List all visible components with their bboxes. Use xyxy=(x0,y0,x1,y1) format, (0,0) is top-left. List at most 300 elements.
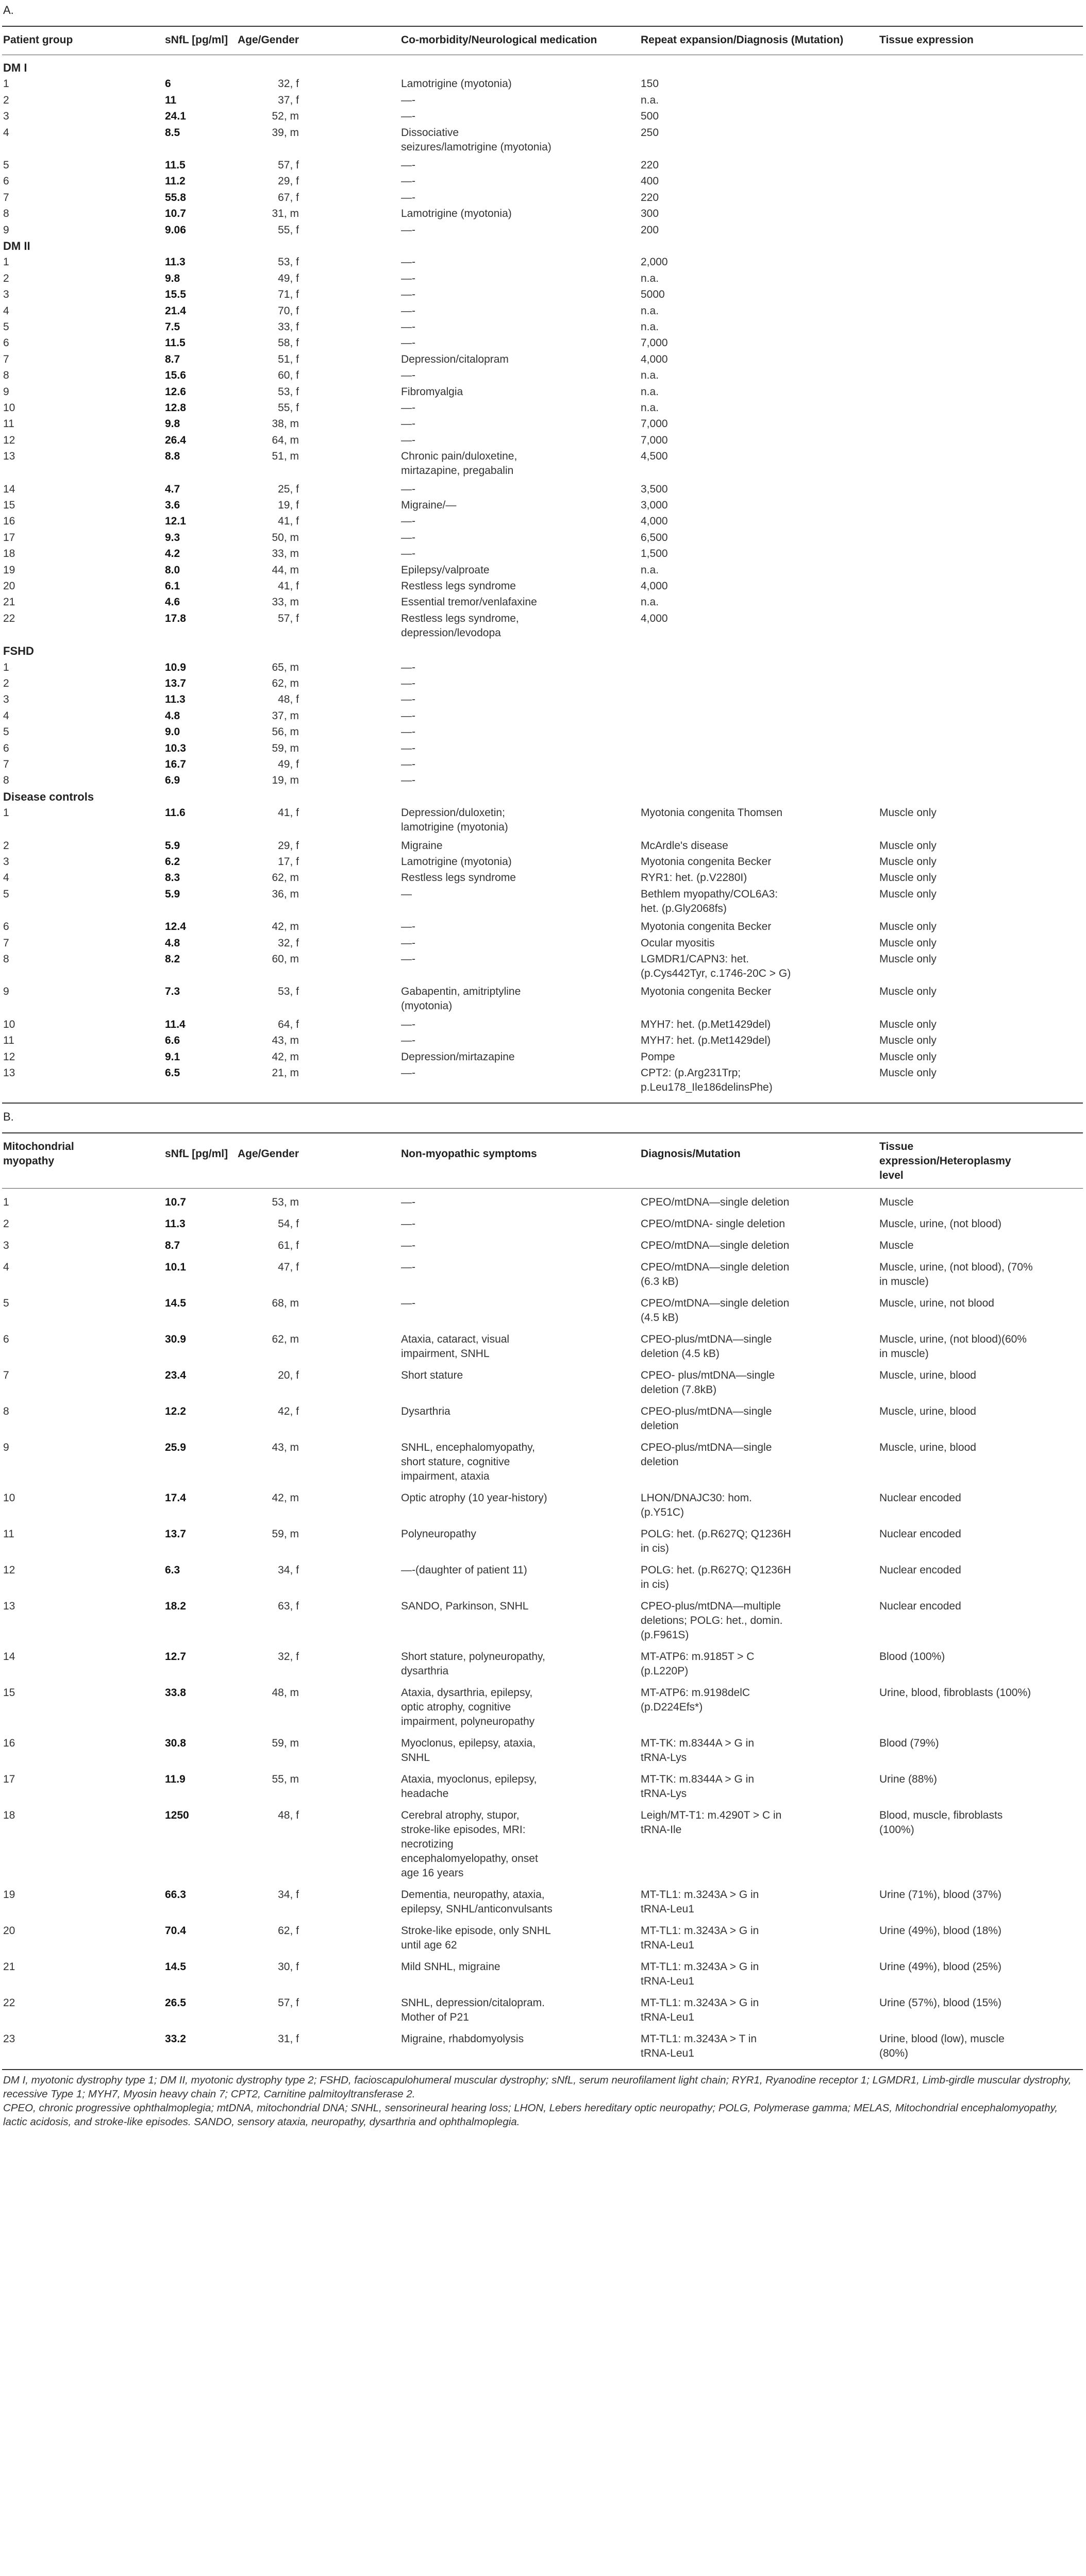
snfl-value: 10.3 xyxy=(165,742,186,754)
age-gender: 54, f xyxy=(278,1218,299,1230)
snfl-value: 17.8 xyxy=(165,612,186,624)
age-gender: 29, f xyxy=(278,175,299,188)
repeat-diagnosis: 1,500 xyxy=(641,548,668,560)
snfl-value: 26.4 xyxy=(165,434,186,446)
tissue-expression: Muscle only xyxy=(879,856,937,868)
repeat-diagnosis: MYH7: het. (p.Met1429del) xyxy=(641,1018,771,1030)
diagnosis-mutation: LHON/DNAJC30: hom. (p.Y51C) xyxy=(641,1492,752,1519)
comorbidity: —- xyxy=(401,369,415,382)
snfl-value: 6.5 xyxy=(165,1067,180,1079)
age-gender: 53, f xyxy=(278,256,299,268)
age-gender: 60, m xyxy=(272,953,299,965)
patient-id: 5 xyxy=(3,726,9,738)
comorbidity: —- xyxy=(401,289,415,301)
tissue-heteroplasmy: Muscle, urine, blood xyxy=(879,1369,976,1382)
repeat-diagnosis: n.a. xyxy=(641,402,659,414)
patient-id: 6 xyxy=(3,1333,9,1346)
repeat-diagnosis: LGMDR1/CAPN3: het. (p.Cys442Tyr, c.1746-20C > G) xyxy=(641,953,791,979)
non-myopathic-symptoms: Short stature, polyneuropathy, dysarthria xyxy=(401,1651,545,1677)
diagnosis-mutation: POLG: het. (p.R627Q; Q1236H in cis) xyxy=(641,1564,791,1591)
comorbidity: —- xyxy=(401,94,415,106)
snfl-value: 11.3 xyxy=(165,1218,186,1230)
age-gender: 25, f xyxy=(278,483,299,495)
snfl-value: 10.7 xyxy=(165,208,186,220)
tissue-heteroplasmy: Nuclear encoded xyxy=(879,1528,961,1540)
age-gender: 31, f xyxy=(278,2033,299,2045)
tissue-expression: Muscle only xyxy=(879,986,937,998)
comorbidity: —- xyxy=(401,434,415,446)
group-title: FSHD xyxy=(3,645,34,658)
patient-id: 14 xyxy=(3,1651,15,1663)
comorbidity: Migraine xyxy=(401,839,443,852)
age-gender: 71, f xyxy=(278,289,299,301)
snfl-value: 26.5 xyxy=(165,1997,186,2009)
diagnosis-mutation: CPEO/mtDNA—single deletion xyxy=(641,1240,790,1252)
repeat-diagnosis: Bethlem myopathy/COL6A3: het. (p.Gly2068fs) xyxy=(641,888,778,914)
patient-id: 7 xyxy=(3,1369,9,1382)
non-myopathic-symptoms: SANDO, Parkinson, SNHL xyxy=(401,1600,529,1613)
repeat-diagnosis: 400 xyxy=(641,175,659,188)
non-myopathic-symptoms: —-(daughter of patient 11) xyxy=(401,1564,527,1577)
comorbidity: Chronic pain/duloxetine, mirtazapine, pregabalin xyxy=(401,450,517,477)
non-myopathic-symptoms: Ataxia, dysarthria, epilepsy, optic atrophy, cognitive impairment, polyneuropathy xyxy=(401,1687,535,1728)
patient-id: 8 xyxy=(3,369,9,382)
snfl-value: 18.2 xyxy=(165,1600,186,1613)
snfl-value: 6.6 xyxy=(165,1035,180,1047)
repeat-diagnosis: 3,000 xyxy=(641,499,668,511)
snfl-value: 4.6 xyxy=(165,596,180,608)
repeat-diagnosis: n.a. xyxy=(641,304,659,317)
snfl-value: 12.8 xyxy=(165,402,186,414)
age-gender: 63, f xyxy=(278,1600,299,1613)
section-b-bottom-rule xyxy=(2,2069,1083,2070)
header-repeat-diagnosis: Repeat expansion/Diagnosis (Mutation) xyxy=(641,34,844,46)
repeat-diagnosis: 7,000 xyxy=(641,418,668,430)
age-gender: 52, m xyxy=(272,110,299,123)
snfl-value: 9.0 xyxy=(165,726,180,738)
repeat-diagnosis: Myotonia congenita Becker xyxy=(641,856,772,868)
repeat-diagnosis: 150 xyxy=(641,78,659,90)
tissue-heteroplasmy: Urine, blood (low), muscle (80%) xyxy=(879,2033,1005,2060)
non-myopathic-symptoms: Mild SNHL, migraine xyxy=(401,1961,500,1973)
repeat-diagnosis: 220 xyxy=(641,191,659,204)
repeat-diagnosis: n.a. xyxy=(641,321,659,333)
tissue-expression: Muscle only xyxy=(879,872,937,884)
patient-id: 9 xyxy=(3,986,9,998)
non-myopathic-symptoms: Polyneuropathy xyxy=(401,1528,476,1540)
age-gender: 34, f xyxy=(278,1564,299,1577)
patient-id: 17 xyxy=(3,531,15,544)
snfl-value: 4.8 xyxy=(165,937,180,949)
group-title: DM II xyxy=(3,240,30,252)
diagnosis-mutation: CPEO/mtDNA- single deletion xyxy=(641,1218,786,1230)
patient-id: 2 xyxy=(3,839,9,852)
section-b-label: B. xyxy=(3,1110,14,1124)
tissue-heteroplasmy: Urine, blood, fibroblasts (100%) xyxy=(879,1687,1031,1699)
snfl-value: 9.8 xyxy=(165,418,180,430)
snfl-value: 14.5 xyxy=(165,1297,186,1310)
comorbidity: —- xyxy=(401,224,415,236)
snfl-value: 11.2 xyxy=(165,175,186,188)
age-gender: 34, f xyxy=(278,1889,299,1901)
tissue-expression: Muscle only xyxy=(879,1018,937,1030)
snfl-value: 23.4 xyxy=(165,1369,186,1382)
diagnosis-mutation: CPEO-plus/mtDNA—single deletion xyxy=(641,1442,772,1468)
snfl-value: 66.3 xyxy=(165,1889,186,1901)
snfl-value: 8.8 xyxy=(165,450,180,463)
repeat-diagnosis: n.a. xyxy=(641,369,659,382)
snfl-value: 7.5 xyxy=(165,321,180,333)
snfl-value: 17.4 xyxy=(165,1492,186,1504)
age-gender: 51, m xyxy=(272,450,299,463)
snfl-value: 12.6 xyxy=(165,385,186,398)
tissue-expression: Muscle only xyxy=(879,937,937,949)
snfl-value: 30.9 xyxy=(165,1333,186,1346)
comorbidity: Essential tremor/venlafaxine xyxy=(401,596,537,608)
age-gender: 32, f xyxy=(278,1651,299,1663)
age-gender: 67, f xyxy=(278,191,299,204)
age-gender: 59, m xyxy=(272,1528,299,1540)
age-gender: 33, m xyxy=(272,548,299,560)
age-gender: 33, m xyxy=(272,596,299,608)
patient-id: 18 xyxy=(3,548,15,560)
snfl-value: 8.5 xyxy=(165,126,180,139)
tissue-heteroplasmy: Urine (88%) xyxy=(879,1773,938,1786)
snfl-value: 33.8 xyxy=(165,1687,186,1699)
repeat-diagnosis: 300 xyxy=(641,208,659,220)
patient-id: 19 xyxy=(3,1889,15,1901)
diagnosis-mutation: CPEO- plus/mtDNA—single deletion (7.8kB) xyxy=(641,1369,775,1396)
snfl-value: 6.9 xyxy=(165,774,180,787)
snfl-value: 8.0 xyxy=(165,564,180,576)
repeat-diagnosis: 5000 xyxy=(641,289,665,301)
patient-id: 1 xyxy=(3,661,9,673)
patient-id: 22 xyxy=(3,612,15,624)
age-gender: 50, m xyxy=(272,531,299,544)
tissue-heteroplasmy: Urine (49%), blood (25%) xyxy=(879,1961,1001,1973)
tissue-heteroplasmy: Urine (71%), blood (37%) xyxy=(879,1889,1001,1901)
comorbidity: —- xyxy=(401,693,415,706)
patient-id: 3 xyxy=(3,110,9,123)
comorbidity: Epilepsy/valproate xyxy=(401,564,490,576)
comorbidity: —- xyxy=(401,709,415,722)
patient-id: 2 xyxy=(3,1218,9,1230)
snfl-value: 9.1 xyxy=(165,1050,180,1063)
repeat-diagnosis: Myotonia congenita Becker xyxy=(641,986,772,998)
header-non-myopathic-symptoms: Non-myopathic symptoms xyxy=(401,1148,537,1160)
patient-id: 2 xyxy=(3,272,9,284)
diagnosis-mutation: MT-TL1: m.3243A > G in tRNA-Leu1 xyxy=(641,1961,759,1988)
diagnosis-mutation: MT-TK: m.8344A > G in tRNA-Lys xyxy=(641,1737,754,1764)
repeat-diagnosis: 4,000 xyxy=(641,612,668,624)
age-gender: 62, m xyxy=(272,1333,299,1346)
repeat-diagnosis: 200 xyxy=(641,224,659,236)
age-gender: 20, f xyxy=(278,1369,299,1382)
comorbidity: —- xyxy=(401,548,415,560)
snfl-value: 15.5 xyxy=(165,289,186,301)
comorbidity: Lamotrigine (myotonia) xyxy=(401,208,512,220)
tissue-expression: Muscle only xyxy=(879,1067,937,1079)
repeat-diagnosis: n.a. xyxy=(641,94,659,106)
age-gender: 62, m xyxy=(272,872,299,884)
patient-id: 14 xyxy=(3,483,15,495)
repeat-diagnosis: 250 xyxy=(641,126,659,139)
patient-id: 12 xyxy=(3,434,15,446)
diagnosis-mutation: CPEO/mtDNA—single deletion xyxy=(641,1196,790,1209)
repeat-diagnosis: 3,500 xyxy=(641,483,668,495)
patient-id: 12 xyxy=(3,1050,15,1063)
non-myopathic-symptoms: Optic atrophy (10 year-history) xyxy=(401,1492,547,1504)
snfl-value: 4.8 xyxy=(165,709,180,722)
non-myopathic-symptoms: Migraine, rhabdomyolysis xyxy=(401,2033,524,2045)
snfl-value: 8.7 xyxy=(165,1240,180,1252)
comorbidity: —- xyxy=(401,321,415,333)
tissue-heteroplasmy: Muscle xyxy=(879,1196,914,1209)
repeat-diagnosis: 220 xyxy=(641,159,659,171)
patient-id: 15 xyxy=(3,499,15,511)
tissue-expression: Muscle only xyxy=(879,1035,937,1047)
non-myopathic-symptoms: —- xyxy=(401,1297,415,1310)
comorbidity: Restless legs syndrome xyxy=(401,872,516,884)
age-gender: 65, m xyxy=(272,661,299,673)
patient-id: 16 xyxy=(3,515,15,528)
repeat-diagnosis: 7,000 xyxy=(641,337,668,349)
patient-id: 6 xyxy=(3,337,9,349)
repeat-diagnosis: n.a. xyxy=(641,272,659,284)
non-myopathic-symptoms: Cerebral atrophy, stupor, stroke-like episodes, MRI: necrotizing encephalomyelopathy, onset age 16 years xyxy=(401,1809,538,1879)
comorbidity: Migraine/— xyxy=(401,499,457,511)
age-gender: 48, f xyxy=(278,693,299,706)
header-mito-myopathy: Mitochondrial myopathy xyxy=(3,1141,74,1167)
repeat-diagnosis: 4,000 xyxy=(641,353,668,365)
age-gender: 47, f xyxy=(278,1261,299,1274)
snfl-value: 11.5 xyxy=(165,337,186,349)
age-gender: 64, f xyxy=(278,1018,299,1030)
age-gender: 49, f xyxy=(278,272,299,284)
comorbidity: —- xyxy=(401,256,415,268)
age-gender: 42, m xyxy=(272,1492,299,1504)
repeat-diagnosis: Myotonia congenita Thomsen xyxy=(641,807,783,819)
comorbidity: Depression/duloxetin; lamotrigine (myotonia) xyxy=(401,807,508,834)
patient-id: 7 xyxy=(3,191,9,204)
comorbidity: —- xyxy=(401,661,415,673)
snfl-value: 9.06 xyxy=(165,224,186,236)
comorbidity: —- xyxy=(401,191,415,204)
tissue-heteroplasmy: Urine (49%), blood (18%) xyxy=(879,1925,1001,1937)
age-gender: 42, f xyxy=(278,1405,299,1418)
non-myopathic-symptoms: —- xyxy=(401,1261,415,1274)
age-gender: 62, m xyxy=(272,677,299,689)
tissue-heteroplasmy: Muscle, urine, blood xyxy=(879,1405,976,1418)
age-gender: 42, m xyxy=(272,1050,299,1063)
patient-id: 10 xyxy=(3,1492,15,1504)
group-title: Disease controls xyxy=(3,790,94,803)
comorbidity: —- xyxy=(401,418,415,430)
age-gender: 55, m xyxy=(272,1773,299,1786)
tissue-heteroplasmy: Muscle, urine, (not blood) xyxy=(879,1218,1001,1230)
snfl-value: 30.8 xyxy=(165,1737,186,1750)
repeat-diagnosis: Ocular myositis xyxy=(641,937,715,949)
age-gender: 62, f xyxy=(278,1925,299,1937)
comorbidity: —- xyxy=(401,515,415,528)
non-myopathic-symptoms: Dementia, neuropathy, ataxia, epilepsy, SNHL/anticonvulsants xyxy=(401,1889,553,1916)
patient-id: 1 xyxy=(3,78,9,90)
tissue-heteroplasmy: Blood, muscle, fibroblasts (100%) xyxy=(879,1809,1003,1836)
age-gender: 21, m xyxy=(272,1067,299,1079)
patient-id: 21 xyxy=(3,596,15,608)
patient-id: 20 xyxy=(3,1925,15,1937)
age-gender: 56, m xyxy=(272,726,299,738)
age-gender: 42, m xyxy=(272,921,299,933)
patient-id: 17 xyxy=(3,1773,15,1786)
age-gender: 55, f xyxy=(278,224,299,236)
snfl-value: 4.2 xyxy=(165,548,180,560)
repeat-diagnosis: 7,000 xyxy=(641,434,668,446)
tissue-expression: Muscle only xyxy=(879,953,937,965)
repeat-diagnosis: n.a. xyxy=(641,596,659,608)
age-gender: 29, f xyxy=(278,839,299,852)
tissue-expression: Muscle only xyxy=(879,888,937,900)
patient-id: 8 xyxy=(3,1405,9,1418)
patient-id: 3 xyxy=(3,693,9,706)
patient-id: 4 xyxy=(3,872,9,884)
patient-id: 4 xyxy=(3,304,9,317)
snfl-value: 6 xyxy=(165,78,171,90)
age-gender: 49, f xyxy=(278,758,299,770)
patient-id: 6 xyxy=(3,742,9,754)
patient-id: 1 xyxy=(3,256,9,268)
patient-id: 11 xyxy=(3,1035,14,1047)
patient-id: 8 xyxy=(3,953,9,965)
tissue-heteroplasmy: Muscle, urine, blood xyxy=(879,1442,976,1454)
snfl-value: 8.3 xyxy=(165,872,180,884)
patient-id: 7 xyxy=(3,353,9,365)
patient-id: 20 xyxy=(3,580,15,592)
age-gender: 41, f xyxy=(278,515,299,528)
tissue-expression: Muscle only xyxy=(879,839,937,852)
header-age-gender: Age/Gender xyxy=(237,1148,299,1160)
section-a-bottom-rule xyxy=(2,1103,1083,1104)
repeat-diagnosis: n.a. xyxy=(641,385,659,398)
comorbidity: —- xyxy=(401,531,415,544)
comorbidity: Gabapentin, amitriptyline (myotonia) xyxy=(401,986,521,1012)
age-gender: 44, m xyxy=(272,564,299,576)
patient-id: 5 xyxy=(3,888,9,900)
patient-id: 4 xyxy=(3,709,9,722)
snfl-value: 12.7 xyxy=(165,1651,186,1663)
age-gender: 61, f xyxy=(278,1240,299,1252)
patient-id: 9 xyxy=(3,1442,9,1454)
patient-id: 16 xyxy=(3,1737,15,1750)
comorbidity: —- xyxy=(401,304,415,317)
patient-id: 3 xyxy=(3,289,9,301)
age-gender: 32, f xyxy=(278,937,299,949)
comorbidity: —- xyxy=(401,159,415,171)
age-gender: 41, f xyxy=(278,580,299,592)
age-gender: 38, m xyxy=(272,418,299,430)
patient-id: 1 xyxy=(3,1196,9,1209)
snfl-value: 10.7 xyxy=(165,1196,186,1209)
comorbidity: —- xyxy=(401,175,415,188)
age-gender: 19, f xyxy=(278,499,299,511)
comorbidity: —- xyxy=(401,483,415,495)
repeat-diagnosis: McArdle's disease xyxy=(641,839,728,852)
diagnosis-mutation: Leigh/MT-T1: m.4290T > C in tRNA-Ile xyxy=(641,1809,782,1836)
comorbidity: Depression/mirtazapine xyxy=(401,1050,515,1063)
snfl-value: 6.2 xyxy=(165,856,180,868)
patient-id: 3 xyxy=(3,1240,9,1252)
snfl-value: 9.3 xyxy=(165,531,180,544)
comorbidity: —- xyxy=(401,774,415,787)
header-snfl: sNfL [pg/ml] xyxy=(165,1148,228,1160)
patient-id: 10 xyxy=(3,402,15,414)
section-a-top-rule xyxy=(2,26,1083,27)
comorbidity: —- xyxy=(401,937,415,949)
snfl-value: 21.4 xyxy=(165,304,186,317)
snfl-value: 13.7 xyxy=(165,1528,186,1540)
header-tissue: Tissue expression xyxy=(879,34,974,46)
patient-id: 21 xyxy=(3,1961,15,1973)
snfl-value: 14.5 xyxy=(165,1961,186,1973)
snfl-value: 7.3 xyxy=(165,986,180,998)
non-myopathic-symptoms: —- xyxy=(401,1240,415,1252)
comorbidity: Restless legs syndrome, depression/levodopa xyxy=(401,612,519,639)
tissue-heteroplasmy: Muscle, urine, not blood xyxy=(879,1297,994,1310)
tissue-heteroplasmy: Muscle, urine, (not blood)(60% in muscle) xyxy=(879,1333,1027,1360)
comorbidity: —- xyxy=(401,337,415,349)
comorbidity: —- xyxy=(401,758,415,770)
comorbidity: —- xyxy=(401,742,415,754)
snfl-value: 9.8 xyxy=(165,272,180,284)
comorbidity: —- xyxy=(401,1018,415,1030)
snfl-value: 12.1 xyxy=(165,515,186,528)
non-myopathic-symptoms: —- xyxy=(401,1196,415,1209)
snfl-value: 12.2 xyxy=(165,1405,186,1418)
repeat-diagnosis: Myotonia congenita Becker xyxy=(641,921,772,933)
diagnosis-mutation: CPEO/mtDNA—single deletion (6.3 kB) xyxy=(641,1261,790,1288)
non-myopathic-symptoms: SNHL, encephalomyopathy, short stature, cognitive impairment, ataxia xyxy=(401,1442,535,1483)
snfl-value: 13.7 xyxy=(165,677,186,689)
patient-id: 2 xyxy=(3,94,9,106)
patient-id: 10 xyxy=(3,1018,15,1030)
patient-id: 13 xyxy=(3,1600,15,1613)
header-snfl: sNfL [pg/ml] xyxy=(165,34,228,46)
age-gender: 55, f xyxy=(278,402,299,414)
section-a-label: A. xyxy=(3,4,14,16)
patient-id: 2 xyxy=(3,677,9,689)
age-gender: 57, f xyxy=(278,159,299,171)
comorbidity: —- xyxy=(401,272,415,284)
age-gender: 37, m xyxy=(272,709,299,722)
age-gender: 36, m xyxy=(272,888,299,900)
diagnosis-mutation: MT-TL1: m.3243A > G in tRNA-Leu1 xyxy=(641,1889,759,1916)
snfl-value: 6.1 xyxy=(165,580,180,592)
comorbidity: —- xyxy=(401,1067,415,1079)
patient-id: 11 xyxy=(3,1528,14,1540)
non-myopathic-symptoms: Myoclonus, epilepsy, ataxia, SNHL xyxy=(401,1737,536,1764)
comorbidity: —- xyxy=(401,726,415,738)
snfl-value: 1250 xyxy=(165,1809,189,1822)
diagnosis-mutation: MT-ATP6: m.9198delC (p.D224Efs*) xyxy=(641,1687,750,1714)
patient-id: 7 xyxy=(3,758,9,770)
patient-id: 7 xyxy=(3,937,9,949)
patient-id: 3 xyxy=(3,856,9,868)
non-myopathic-symptoms: Stroke-like episode, only SNHL until age 62 xyxy=(401,1925,551,1952)
snfl-value: 11.3 xyxy=(165,256,186,268)
patient-id: 4 xyxy=(3,1261,9,1274)
snfl-value: 11 xyxy=(165,94,177,106)
tissue-heteroplasmy: Urine (57%), blood (15%) xyxy=(879,1997,1001,2009)
